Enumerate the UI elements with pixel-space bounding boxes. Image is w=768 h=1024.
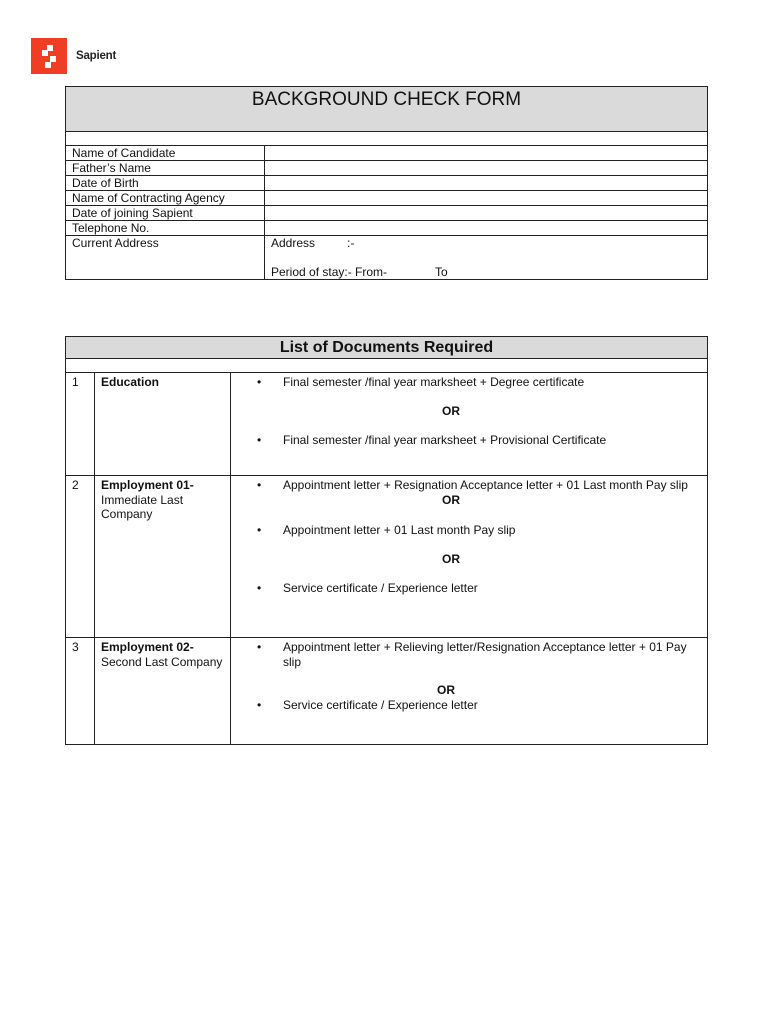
candidate-name-field[interactable] xyxy=(265,146,708,161)
field-label: Name of Candidate xyxy=(66,146,265,161)
contracting-agency-field[interactable] xyxy=(265,191,708,206)
list-item: • Service certificate / Experience letter xyxy=(249,581,693,596)
or-separator: OR xyxy=(442,551,460,566)
sapient-logo xyxy=(31,38,116,74)
or-separator: OR xyxy=(442,492,460,507)
field-row-address xyxy=(66,236,708,280)
row-items xyxy=(231,373,708,476)
spacer-row xyxy=(66,359,708,373)
row-items xyxy=(231,476,708,638)
field-row-agency xyxy=(66,191,708,206)
or-separator: OR xyxy=(442,403,460,418)
field-label: Father’s Name xyxy=(66,161,265,176)
field-row-dob xyxy=(66,176,708,191)
row-number: 3 xyxy=(66,638,95,745)
telephone-field[interactable] xyxy=(265,221,708,236)
form-title: BACKGROUND CHECK FORM xyxy=(66,87,708,132)
row-category xyxy=(95,476,231,638)
date-of-birth-field[interactable] xyxy=(265,176,708,191)
row-category xyxy=(95,638,231,745)
document-row-employment-01 xyxy=(66,476,708,638)
field-row-telephone xyxy=(66,221,708,236)
category-title: Employment 01- xyxy=(101,478,194,492)
row-number: 2 xyxy=(66,476,95,638)
period-label: Period of stay:- From- xyxy=(271,265,388,279)
field-row-name xyxy=(66,146,708,161)
or-separator: OR xyxy=(437,683,455,697)
field-label: Name of Contracting Agency xyxy=(66,191,265,206)
document-row-education xyxy=(66,373,708,476)
address-line xyxy=(271,236,701,250)
father-name-field[interactable] xyxy=(265,161,708,176)
field-row-father xyxy=(66,161,708,176)
list-item: • Final semester /final year marksheet + Provisional Certificate xyxy=(249,433,693,448)
date-of-joining-field[interactable] xyxy=(265,206,708,221)
field-label: Date of joining Sapient xyxy=(66,206,265,221)
background-check-table xyxy=(65,86,708,280)
current-address-field[interactable] xyxy=(265,236,708,280)
list-item: • Appointment letter + 01 Last month Pay slip xyxy=(249,523,693,538)
address-label: Address xyxy=(271,236,316,250)
row-category xyxy=(95,373,231,476)
period-of-stay-line xyxy=(271,265,701,279)
list-item: • Appointment letter + Resignation Acceptance letter + 01 Last month Pay slip xyxy=(249,478,693,493)
list-item: • Appointment letter + Relieving letter/Resignation Acceptance letter + 01 Pay slip xyxy=(249,640,693,669)
field-label: Current Address xyxy=(66,236,265,280)
category-subtitle: Immediate Last Company xyxy=(101,492,184,521)
list-item: • Final semester /final year marksheet + Degree certificate xyxy=(249,375,693,390)
sapient-logo-text: Sapient xyxy=(76,50,117,62)
row-items xyxy=(231,638,708,745)
category-title: Employment 02- xyxy=(101,640,194,654)
sapient-logo-mark-icon xyxy=(31,38,67,74)
documents-table xyxy=(65,336,708,745)
field-label: Telephone No. xyxy=(66,221,265,236)
documents-title: List of Documents Required xyxy=(66,337,708,359)
list-item: • Service certificate / Experience letter xyxy=(249,698,693,713)
row-number: 1 xyxy=(66,373,95,476)
field-row-joining xyxy=(66,206,708,221)
category-title: Education xyxy=(101,375,160,389)
address-separator: :- xyxy=(347,236,355,250)
category-subtitle: Second Last Company xyxy=(101,654,223,669)
field-label: Date of Birth xyxy=(66,176,265,191)
spacer-row xyxy=(66,132,708,146)
to-label: To xyxy=(435,265,448,279)
document-row-employment-02 xyxy=(66,638,708,745)
